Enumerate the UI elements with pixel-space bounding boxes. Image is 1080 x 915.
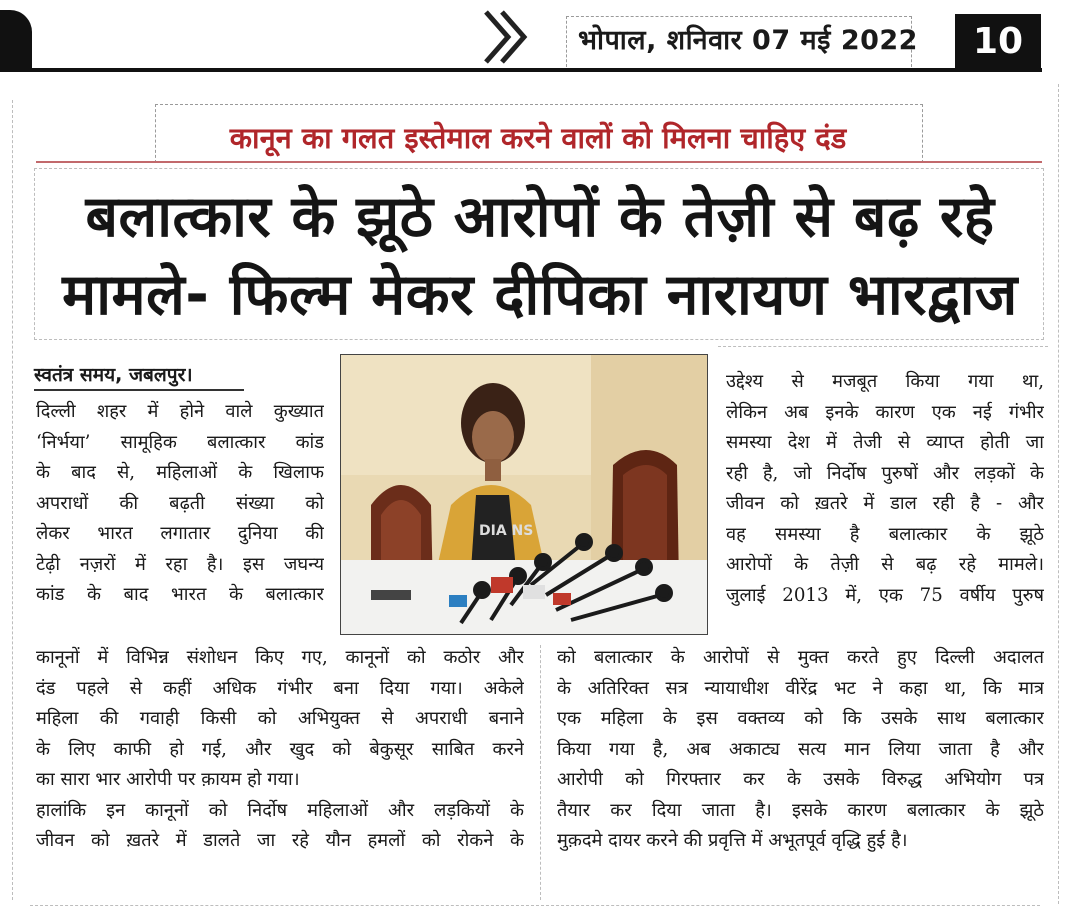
text-line: मुक़दमे दायर करने की प्रवृत्ति में अभूतपूर्व वृद्धि हुई है। [557,830,908,851]
layout-guide [30,905,1040,906]
text-line: वह समस्या है बलात्कार के झूठे [726,523,1044,545]
double-chevron-icon [482,8,538,66]
text-line: आरोपों के तेज़ी से बढ़ रहे मामले। [726,554,1044,575]
text-line: टेढ़ी नज़रों में रहा है। इस जघन्य [36,553,324,575]
page-corner-tab [0,10,32,72]
text-line: जुलाई 2013 में, एक 75 वर्षीय पुरुष [726,584,1044,606]
text-line: अपराधों की बढ़ती संख्या को [36,492,324,514]
text-line: कानूनों में विभिन्न संशोधन किए गए, कानूनों को कठोर और [36,647,524,668]
kicker: कानून का गलत इस्तेमाल करने वालों को मिलना चाहिए दंड [229,121,847,155]
text-line: लेकर भारत लगातार दुनिया की [36,523,324,544]
column-3-upper [726,367,1044,611]
text-line: आरोपी को गिरफ्तार कर के उसके विरुद्ध अभियोग पत्र [557,769,1044,790]
shirt-print: DIA NS [479,523,534,539]
text-line: दंड पहले से कहीं अधिक गंभीर बना दिया गया। अकेले [36,677,524,699]
header-rule [0,68,1042,72]
layout-guide [12,100,13,900]
text-line: के बाद से, महिलाओं के खिलाफ [36,462,324,483]
text-line: एक महिला के इस वक्तव्य को कि उसके साथ बलात्कार [557,708,1044,729]
column-2-lower [557,643,1044,857]
text-line: के अतिरिक्त सत्र न्यायाधीश वीरेंद्र भट ने कहा था, कि मात्र [557,677,1044,699]
layout-guide [1058,84,1059,904]
text-line: का सारा भार आरोपी पर क़ायम हो गया। [36,769,300,790]
byline: स्वतंत्र समय, जबलपुर। [34,364,193,386]
text-line: लेकिन अब इनके कारण एक नई गंभीर [726,401,1044,423]
text-line: महिला की गवाही किसी को अभियुक्त से अपराधी बनाने [36,708,524,729]
column-divider [540,645,541,900]
text-line: कांड के बाद भारत के बलात्कार [36,584,324,605]
kicker-rule [36,161,1042,163]
text-line: को बलात्कार के आरोपों से मुक्त करते हुए दिल्ली अदालत [557,647,1044,668]
press-conference-photo [340,354,708,635]
text-line: दिल्ली शहर में होने वाले कुख्यात [36,401,324,422]
text-line: जीवन को ख़तरे में डालते जा रहे यौन हमलों को रोकने के [36,830,524,851]
text-line: रही है, जो निर्दोष पुरुषों और लड़कों के [726,462,1044,484]
photo-illustration [341,355,707,634]
byline-rule [34,389,244,391]
text-line: हालांकि इन कानूनों को निर्दोष महिलाओं और लड़कियों के [36,799,524,821]
text-line: किया गया है, अब अकाट्य सत्य मान लिया जाता है और [557,738,1044,760]
dateline: भोपाल, शनिवार 07 मई 2022 [578,25,918,56]
column-1-upper [36,397,324,611]
layout-guide [718,346,1048,347]
text-line: ‘निर्भया’ सामूहिक बलात्कार कांड [36,431,324,453]
text-line: तैयार कर दिया जाता है। इसके कारण बलात्कार के झूठे [557,799,1044,821]
headline-line-1: बलात्कार के झूठे आरोपों के तेज़ी से बढ़ रहे [85,184,995,250]
text-line: के लिए काफी हो गई, और खुद को बेकुसूर साबित करने [36,738,524,760]
headline-line-2: मामले- फिल्म मेकर दीपिका नारायण भारद्वाज [62,262,1018,328]
headline [30,178,1050,334]
text-line: उद्देश्य से मजबूत किया गया था, [726,371,1044,392]
text-line: जीवन को ख़तरे में डाल रही है - और [726,493,1044,514]
text-line: समस्या देश में तेजी से व्याप्त होती जा [726,432,1044,453]
column-1-lower [36,643,524,857]
page-number: 10 [955,14,1041,70]
